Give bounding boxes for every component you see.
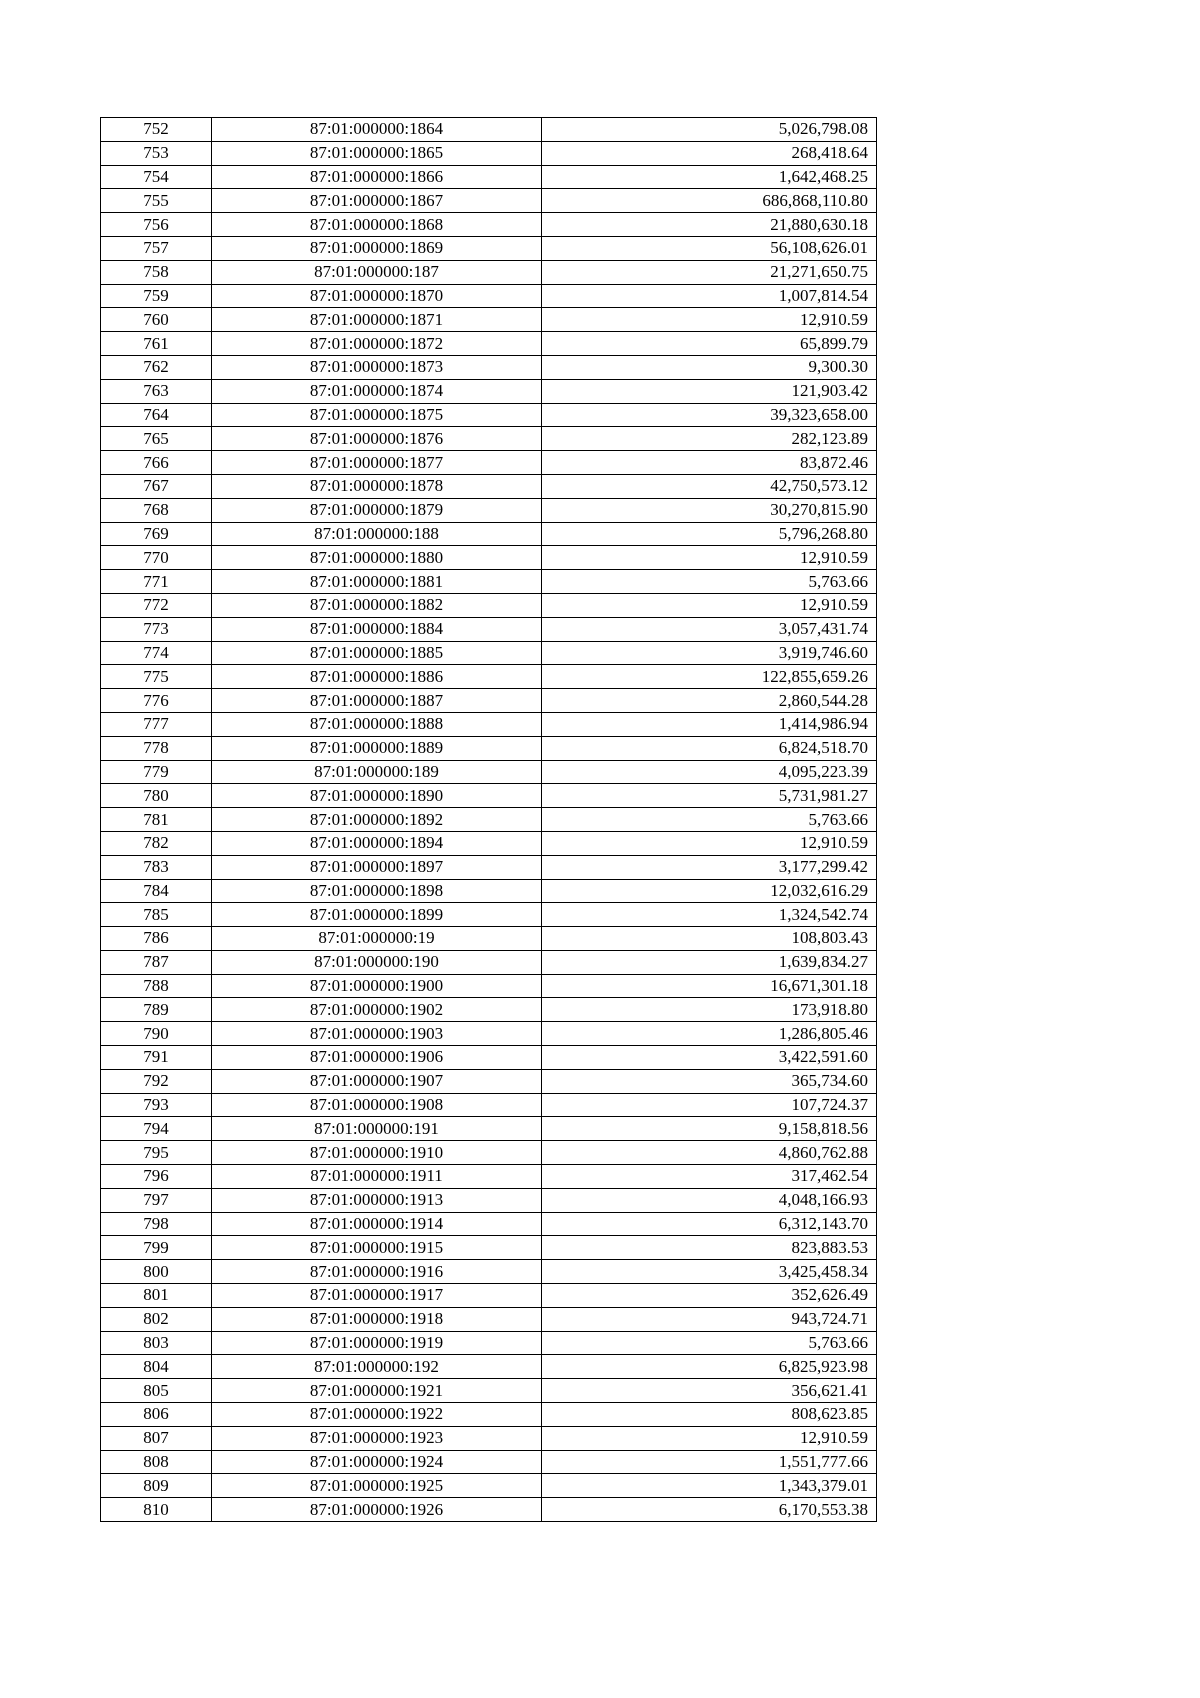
cadastral-number-cell: 87:01:000000:1864 — [212, 118, 542, 142]
table-row — [101, 593, 877, 617]
table-row — [101, 522, 877, 546]
table-row — [101, 1165, 877, 1189]
cadastral-number-cell: 87:01:000000:1921 — [212, 1379, 542, 1403]
row-number-cell: 789 — [101, 998, 212, 1022]
cadastral-value-cell: 108,803.43 — [542, 927, 877, 951]
cadastral-number-cell: 87:01:000000:1907 — [212, 1069, 542, 1093]
cadastral-value-cell: 16,671,301.18 — [542, 974, 877, 998]
cadastral-value-cell: 5,026,798.08 — [542, 118, 877, 142]
row-number-cell: 794 — [101, 1117, 212, 1141]
cadastral-number-cell: 87:01:000000:1878 — [212, 474, 542, 498]
cadastral-value-cell: 823,883.53 — [542, 1236, 877, 1260]
row-number-cell: 800 — [101, 1260, 212, 1284]
cadastral-number-cell: 87:01:000000:1890 — [212, 784, 542, 808]
cadastral-value-cell: 107,724.37 — [542, 1093, 877, 1117]
table-row — [101, 498, 877, 522]
row-number-cell: 786 — [101, 927, 212, 951]
table-row — [101, 831, 877, 855]
cadastral-value-cell: 943,724.71 — [542, 1307, 877, 1331]
row-number-cell: 785 — [101, 903, 212, 927]
cadastral-value-cell: 317,462.54 — [542, 1165, 877, 1189]
table-row — [101, 927, 877, 951]
row-number-cell: 770 — [101, 546, 212, 570]
table-body — [101, 118, 877, 1522]
cadastral-number-cell: 87:01:000000:1882 — [212, 593, 542, 617]
row-number-cell: 784 — [101, 879, 212, 903]
cadastral-number-cell: 87:01:000000:1879 — [212, 498, 542, 522]
table-row — [101, 903, 877, 927]
cadastral-number-cell: 87:01:000000:1892 — [212, 808, 542, 832]
cadastral-value-cell: 12,910.59 — [542, 593, 877, 617]
cadastral-number-cell: 87:01:000000:1886 — [212, 665, 542, 689]
table-row — [101, 879, 877, 903]
cadastral-number-cell: 87:01:000000:1922 — [212, 1403, 542, 1427]
cadastral-value-cell: 282,123.89 — [542, 427, 877, 451]
cadastral-number-cell: 87:01:000000:1902 — [212, 998, 542, 1022]
row-number-cell: 777 — [101, 712, 212, 736]
table-row — [101, 1474, 877, 1498]
table-row — [101, 213, 877, 237]
cadastral-value-cell: 122,855,659.26 — [542, 665, 877, 689]
cadastral-number-cell: 87:01:000000:1870 — [212, 284, 542, 308]
cadastral-value-cell: 1,551,777.66 — [542, 1450, 877, 1474]
cadastral-number-cell: 87:01:000000:1910 — [212, 1141, 542, 1165]
table-row — [101, 1426, 877, 1450]
row-number-cell: 752 — [101, 118, 212, 142]
row-number-cell: 759 — [101, 284, 212, 308]
table-row — [101, 1117, 877, 1141]
table-row — [101, 1498, 877, 1522]
table-row — [101, 808, 877, 832]
row-number-cell: 754 — [101, 165, 212, 189]
row-number-cell: 802 — [101, 1307, 212, 1331]
cadastral-number-cell: 87:01:000000:19 — [212, 927, 542, 951]
table-row — [101, 998, 877, 1022]
cadastral-number-cell: 87:01:000000:1866 — [212, 165, 542, 189]
row-number-cell: 769 — [101, 522, 212, 546]
cadastral-value-cell: 4,048,166.93 — [542, 1188, 877, 1212]
cadastral-number-cell: 87:01:000000:1877 — [212, 451, 542, 475]
cadastral-number-cell: 87:01:000000:1881 — [212, 570, 542, 594]
cadastral-value-cell: 9,300.30 — [542, 355, 877, 379]
cadastral-number-cell: 87:01:000000:1874 — [212, 379, 542, 403]
cadastral-number-cell: 87:01:000000:1911 — [212, 1165, 542, 1189]
row-number-cell: 763 — [101, 379, 212, 403]
cadastral-value-cell: 268,418.64 — [542, 141, 877, 165]
cadastral-number-cell: 87:01:000000:189 — [212, 760, 542, 784]
table-row — [101, 260, 877, 284]
cadastral-number-cell: 87:01:000000:191 — [212, 1117, 542, 1141]
row-number-cell: 775 — [101, 665, 212, 689]
cadastral-number-cell: 87:01:000000:1889 — [212, 736, 542, 760]
table-row — [101, 1331, 877, 1355]
cadastral-value-cell: 6,170,553.38 — [542, 1498, 877, 1522]
row-number-cell: 797 — [101, 1188, 212, 1212]
row-number-cell: 796 — [101, 1165, 212, 1189]
cadastral-value-cell: 3,425,458.34 — [542, 1260, 877, 1284]
cadastral-number-cell: 87:01:000000:1867 — [212, 189, 542, 213]
cadastral-value-cell: 21,880,630.18 — [542, 213, 877, 237]
table-row — [101, 1236, 877, 1260]
cadastral-number-cell: 87:01:000000:1897 — [212, 855, 542, 879]
table-row — [101, 665, 877, 689]
row-number-cell: 781 — [101, 808, 212, 832]
cadastral-number-cell: 87:01:000000:188 — [212, 522, 542, 546]
table-row — [101, 1069, 877, 1093]
cadastral-value-cell: 12,910.59 — [542, 546, 877, 570]
cadastral-number-cell: 87:01:000000:1876 — [212, 427, 542, 451]
cadastral-number-cell: 87:01:000000:1906 — [212, 1046, 542, 1070]
row-number-cell: 766 — [101, 451, 212, 475]
row-number-cell: 772 — [101, 593, 212, 617]
cadastral-value-cell: 5,731,981.27 — [542, 784, 877, 808]
cadastral-value-cell: 4,860,762.88 — [542, 1141, 877, 1165]
document-page — [100, 117, 876, 1522]
cadastral-number-cell: 87:01:000000:1918 — [212, 1307, 542, 1331]
cadastral-number-cell: 87:01:000000:1873 — [212, 355, 542, 379]
cadastral-value-cell: 1,007,814.54 — [542, 284, 877, 308]
table-row — [101, 641, 877, 665]
table-row — [101, 1212, 877, 1236]
cadastral-value-cell: 6,825,923.98 — [542, 1355, 877, 1379]
table-row — [101, 451, 877, 475]
cadastral-value-cell: 3,422,591.60 — [542, 1046, 877, 1070]
row-number-cell: 767 — [101, 474, 212, 498]
table-row — [101, 974, 877, 998]
table-row — [101, 118, 877, 142]
cadastral-value-cell: 5,796,268.80 — [542, 522, 877, 546]
table-row — [101, 689, 877, 713]
table-row — [101, 165, 877, 189]
cadastral-number-cell: 87:01:000000:1923 — [212, 1426, 542, 1450]
cadastral-value-cell: 365,734.60 — [542, 1069, 877, 1093]
cadastral-value-cell: 12,910.59 — [542, 831, 877, 855]
row-number-cell: 764 — [101, 403, 212, 427]
row-number-cell: 783 — [101, 855, 212, 879]
table-row — [101, 736, 877, 760]
row-number-cell: 757 — [101, 236, 212, 260]
cadastral-number-cell: 87:01:000000:1926 — [212, 1498, 542, 1522]
cadastral-number-cell: 87:01:000000:1925 — [212, 1474, 542, 1498]
cadastral-value-cell: 3,177,299.42 — [542, 855, 877, 879]
table-row — [101, 403, 877, 427]
row-number-cell: 805 — [101, 1379, 212, 1403]
table-row — [101, 1093, 877, 1117]
cadastral-number-cell: 87:01:000000:1875 — [212, 403, 542, 427]
row-number-cell: 782 — [101, 831, 212, 855]
table-row — [101, 760, 877, 784]
table-row — [101, 379, 877, 403]
cadastral-number-cell: 87:01:000000:1908 — [212, 1093, 542, 1117]
table-row — [101, 784, 877, 808]
table-row — [101, 855, 877, 879]
row-number-cell: 773 — [101, 617, 212, 641]
cadastral-value-cell: 1,286,805.46 — [542, 1022, 877, 1046]
row-number-cell: 760 — [101, 308, 212, 332]
cadastral-value-cell: 6,824,518.70 — [542, 736, 877, 760]
row-number-cell: 756 — [101, 213, 212, 237]
cadastral-value-cell: 42,750,573.12 — [542, 474, 877, 498]
row-number-cell: 793 — [101, 1093, 212, 1117]
table-row — [101, 284, 877, 308]
cadastral-value-cell: 65,899.79 — [542, 332, 877, 356]
table-row — [101, 1188, 877, 1212]
cadastral-number-cell: 87:01:000000:1914 — [212, 1212, 542, 1236]
cadastral-value-cell: 121,903.42 — [542, 379, 877, 403]
cadastral-value-cell: 56,108,626.01 — [542, 236, 877, 260]
cadastral-value-cell: 83,872.46 — [542, 451, 877, 475]
cadastral-number-cell: 87:01:000000:1871 — [212, 308, 542, 332]
table-row — [101, 950, 877, 974]
row-number-cell: 776 — [101, 689, 212, 713]
cadastral-value-cell: 30,270,815.90 — [542, 498, 877, 522]
cadastral-value-cell: 12,032,616.29 — [542, 879, 877, 903]
row-number-cell: 792 — [101, 1069, 212, 1093]
row-number-cell: 771 — [101, 570, 212, 594]
cadastral-value-cell: 5,763.66 — [542, 1331, 877, 1355]
cadastral-value-cell: 173,918.80 — [542, 998, 877, 1022]
cadastral-value-table — [100, 117, 877, 1522]
row-number-cell: 801 — [101, 1284, 212, 1308]
cadastral-number-cell: 87:01:000000:1898 — [212, 879, 542, 903]
row-number-cell: 806 — [101, 1403, 212, 1427]
table-row — [101, 1450, 877, 1474]
cadastral-number-cell: 87:01:000000:1899 — [212, 903, 542, 927]
row-number-cell: 758 — [101, 260, 212, 284]
cadastral-number-cell: 87:01:000000:1919 — [212, 1331, 542, 1355]
row-number-cell: 788 — [101, 974, 212, 998]
cadastral-number-cell: 87:01:000000:1884 — [212, 617, 542, 641]
row-number-cell: 780 — [101, 784, 212, 808]
cadastral-number-cell: 87:01:000000:1903 — [212, 1022, 542, 1046]
row-number-cell: 765 — [101, 427, 212, 451]
row-number-cell: 779 — [101, 760, 212, 784]
cadastral-number-cell: 87:01:000000:1880 — [212, 546, 542, 570]
cadastral-value-cell: 6,312,143.70 — [542, 1212, 877, 1236]
cadastral-number-cell: 87:01:000000:1888 — [212, 712, 542, 736]
row-number-cell: 753 — [101, 141, 212, 165]
cadastral-value-cell: 5,763.66 — [542, 808, 877, 832]
row-number-cell: 810 — [101, 1498, 212, 1522]
row-number-cell: 809 — [101, 1474, 212, 1498]
row-number-cell: 787 — [101, 950, 212, 974]
cadastral-number-cell: 87:01:000000:192 — [212, 1355, 542, 1379]
cadastral-number-cell: 87:01:000000:1913 — [212, 1188, 542, 1212]
cadastral-value-cell: 808,623.85 — [542, 1403, 877, 1427]
cadastral-number-cell: 87:01:000000:1885 — [212, 641, 542, 665]
cadastral-number-cell: 87:01:000000:1872 — [212, 332, 542, 356]
cadastral-number-cell: 87:01:000000:190 — [212, 950, 542, 974]
row-number-cell: 791 — [101, 1046, 212, 1070]
cadastral-value-cell: 3,919,746.60 — [542, 641, 877, 665]
row-number-cell: 755 — [101, 189, 212, 213]
table-row — [101, 332, 877, 356]
cadastral-value-cell: 1,642,468.25 — [542, 165, 877, 189]
cadastral-value-cell: 1,414,986.94 — [542, 712, 877, 736]
row-number-cell: 762 — [101, 355, 212, 379]
cadastral-number-cell: 87:01:000000:1924 — [212, 1450, 542, 1474]
cadastral-number-cell: 87:01:000000:1894 — [212, 831, 542, 855]
cadastral-value-cell: 2,860,544.28 — [542, 689, 877, 713]
table-row — [101, 141, 877, 165]
cadastral-value-cell: 686,868,110.80 — [542, 189, 877, 213]
table-row — [101, 355, 877, 379]
row-number-cell: 803 — [101, 1331, 212, 1355]
table-row — [101, 1046, 877, 1070]
table-row — [101, 1379, 877, 1403]
table-row — [101, 1284, 877, 1308]
table-row — [101, 474, 877, 498]
table-row — [101, 236, 877, 260]
cadastral-number-cell: 87:01:000000:1916 — [212, 1260, 542, 1284]
table-row — [101, 617, 877, 641]
cadastral-value-cell: 3,057,431.74 — [542, 617, 877, 641]
cadastral-value-cell: 1,324,542.74 — [542, 903, 877, 927]
table-row — [101, 189, 877, 213]
cadastral-number-cell: 87:01:000000:1865 — [212, 141, 542, 165]
table-row — [101, 570, 877, 594]
row-number-cell: 808 — [101, 1450, 212, 1474]
cadastral-number-cell: 87:01:000000:1917 — [212, 1284, 542, 1308]
cadastral-value-cell: 39,323,658.00 — [542, 403, 877, 427]
row-number-cell: 807 — [101, 1426, 212, 1450]
cadastral-number-cell: 87:01:000000:1900 — [212, 974, 542, 998]
cadastral-number-cell: 87:01:000000:1887 — [212, 689, 542, 713]
row-number-cell: 795 — [101, 1141, 212, 1165]
row-number-cell: 799 — [101, 1236, 212, 1260]
cadastral-value-cell: 352,626.49 — [542, 1284, 877, 1308]
table-row — [101, 427, 877, 451]
cadastral-value-cell: 1,343,379.01 — [542, 1474, 877, 1498]
table-row — [101, 308, 877, 332]
row-number-cell: 778 — [101, 736, 212, 760]
table-row — [101, 1403, 877, 1427]
cadastral-value-cell: 1,639,834.27 — [542, 950, 877, 974]
table-row — [101, 546, 877, 570]
cadastral-value-cell: 12,910.59 — [542, 308, 877, 332]
row-number-cell: 790 — [101, 1022, 212, 1046]
row-number-cell: 798 — [101, 1212, 212, 1236]
cadastral-value-cell: 5,763.66 — [542, 570, 877, 594]
row-number-cell: 761 — [101, 332, 212, 356]
table-row — [101, 1022, 877, 1046]
table-row — [101, 1260, 877, 1284]
cadastral-number-cell: 87:01:000000:1868 — [212, 213, 542, 237]
cadastral-number-cell: 87:01:000000:187 — [212, 260, 542, 284]
row-number-cell: 804 — [101, 1355, 212, 1379]
row-number-cell: 768 — [101, 498, 212, 522]
table-row — [101, 1307, 877, 1331]
row-number-cell: 774 — [101, 641, 212, 665]
cadastral-number-cell: 87:01:000000:1915 — [212, 1236, 542, 1260]
cadastral-value-cell: 9,158,818.56 — [542, 1117, 877, 1141]
table-row — [101, 1355, 877, 1379]
table-row — [101, 1141, 877, 1165]
cadastral-value-cell: 356,621.41 — [542, 1379, 877, 1403]
table-row — [101, 712, 877, 736]
cadastral-value-cell: 21,271,650.75 — [542, 260, 877, 284]
cadastral-number-cell: 87:01:000000:1869 — [212, 236, 542, 260]
cadastral-value-cell: 4,095,223.39 — [542, 760, 877, 784]
cadastral-value-cell: 12,910.59 — [542, 1426, 877, 1450]
